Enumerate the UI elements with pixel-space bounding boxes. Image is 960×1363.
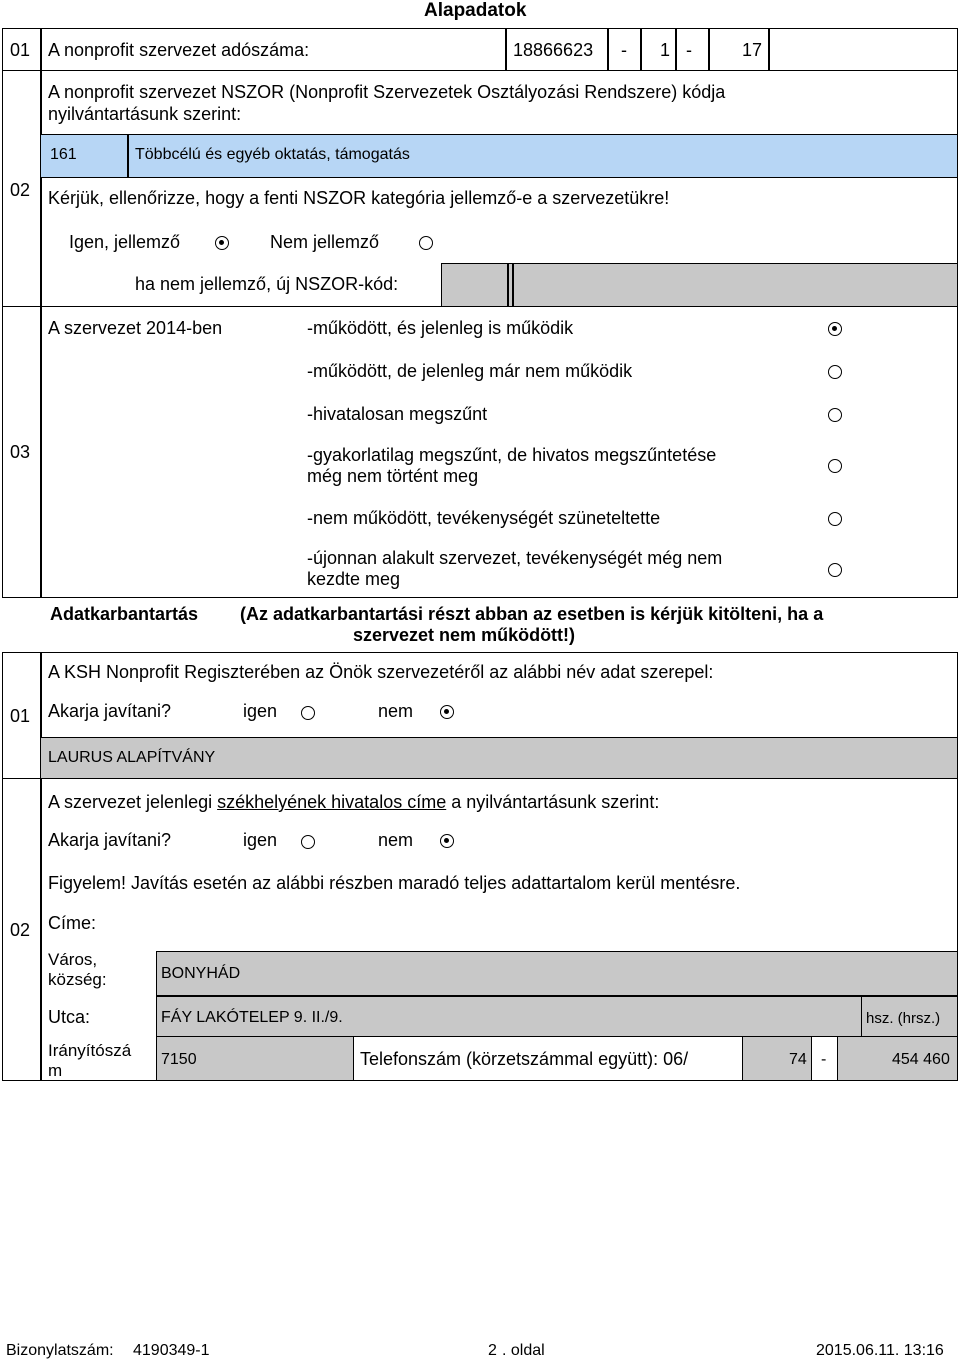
status-option-radio[interactable] — [828, 563, 842, 577]
status-option-label: -újonnan alakult szervezet, tevékenységét még nem — [307, 548, 723, 568]
address-correct-no-radio[interactable] — [440, 834, 454, 848]
zip-value: 7150 — [161, 1051, 197, 1068]
address-correct-yes-radio[interactable] — [301, 835, 315, 849]
row-number: 01 — [10, 40, 31, 60]
correct-question: Akarja javítani? — [48, 701, 172, 721]
street-label: Utca: — [48, 1007, 91, 1027]
not-typical-radio[interactable] — [419, 236, 433, 250]
house-number-label: hsz. (hrsz.) — [866, 1010, 941, 1027]
document-number: 4190349-1 — [133, 1342, 210, 1359]
page-label: . oldal — [502, 1342, 545, 1359]
street-value: FÁY LAKÓTELEP 9. II./9. — [161, 1009, 343, 1026]
status-option-label-cont: kezdte meg — [307, 569, 401, 589]
city-label-line2: község: — [48, 970, 107, 989]
yes-typical-radio[interactable] — [215, 236, 229, 250]
name-correct-no-radio[interactable] — [440, 705, 454, 719]
city-label-line1: Város, — [48, 950, 98, 969]
row-number: 02 — [10, 920, 31, 940]
phone-area-value: 74 — [789, 1051, 807, 1068]
status-option-label: -működött, és jelenleg is működik — [307, 318, 574, 338]
nszor-check-question: Kérjük, ellenőrizze, hogy a fenti NSZOR kategória jellemző-e a szervezetükre! — [48, 188, 670, 208]
status-option-radio[interactable] — [828, 408, 842, 422]
row-number: 02 — [10, 180, 31, 200]
nszor-text-line1: A nonprofit szervezet NSZOR (Nonprofit Szervezetek Osztályozási Rendszere) kódja — [48, 82, 726, 102]
correct-question: Akarja javítani? — [48, 830, 172, 850]
not-typical-label: Nem jellemző — [270, 232, 380, 252]
nszor-code: 161 — [50, 146, 77, 163]
tax-number-part1[interactable]: 18866623 — [513, 40, 594, 60]
status-option-radio[interactable] — [828, 459, 842, 473]
phone-label: Telefonszám (körzetszámmal együtt): 06/ — [360, 1049, 689, 1069]
status-option-label: -működött, de jelenleg már nem működik — [307, 361, 633, 381]
maintenance-note-line2: szervezet nem működött!) — [353, 625, 576, 645]
status-option-radio[interactable] — [828, 365, 842, 379]
status-option-radio[interactable] — [828, 322, 842, 336]
name-registry-text: A KSH Nonprofit Regiszterében az Önök szervezetéről az alábbi név adat szerepel: — [48, 662, 714, 682]
row-number: 01 — [10, 706, 31, 726]
print-datetime: 2015.06.11. 13:16 — [816, 1342, 944, 1359]
maintenance-title: Adatkarbantartás — [50, 604, 199, 624]
tax-number-part2[interactable]: 1 — [660, 40, 671, 60]
warning-text: Figyelem! Javítás esetén az alábbi részben maradó teljes adattartalom kerül mentésre. — [48, 873, 741, 893]
city-value: BONYHÁD — [161, 965, 241, 982]
new-nszor-code-input[interactable] — [441, 263, 958, 307]
new-nszor-code-label: ha nem jellemző, új NSZOR-kód: — [135, 274, 399, 294]
igen-label: igen — [243, 830, 278, 850]
phone-dash: - — [821, 1051, 827, 1068]
status-option-label: -nem működött, tevékenységét szüneteltette — [307, 508, 661, 528]
nem-label: nem — [378, 701, 414, 721]
status-option-label-cont: még nem történt meg — [307, 466, 479, 486]
address-text: A szervezet jelenlegi székhelyének hivatalos címe a nyilvántartásunk szerint: — [48, 792, 660, 812]
nem-label: nem — [378, 830, 414, 850]
zip-label-line1: Irányítószá — [48, 1041, 132, 1060]
zip-label-line2: m — [48, 1061, 63, 1080]
maintenance-note-line1: (Az adatkarbantartási részt abban az esetben is kérjük kitölteni, ha a — [240, 604, 824, 624]
phone-number-value: 454 460 — [892, 1051, 950, 1068]
organization-name-value: LAURUS ALAPÍTVÁNY — [48, 749, 216, 766]
status-intro: A szervezet 2014-ben — [48, 318, 223, 338]
igen-label: igen — [243, 701, 278, 721]
status-option-label: -gyakorlatilag megszűnt, de hivatos megszűntetése — [307, 445, 717, 465]
status-option-radio[interactable] — [828, 512, 842, 526]
tax-dash: - — [621, 40, 627, 60]
yes-typical-label: Igen, jellemző — [69, 232, 181, 252]
row-number: 03 — [10, 442, 31, 462]
tax-number-label: A nonprofit szervezet adószáma: — [48, 40, 310, 60]
document-number-label: Bizonylatszám: — [6, 1342, 114, 1359]
status-option-label: -hivatalosan megszűnt — [307, 404, 488, 424]
tax-number-part3[interactable]: 17 — [742, 40, 763, 60]
name-correct-yes-radio[interactable] — [301, 706, 315, 720]
page-number: 2 — [488, 1342, 497, 1359]
nszor-text-line2: nyilvántartásunk szerint: — [48, 104, 242, 124]
nszor-code-description: Többcélú és egyéb oktatás, támogatás — [135, 146, 410, 163]
page-title: Alapadatok — [424, 0, 527, 21]
address-label: Címe: — [48, 913, 97, 933]
tax-dash: - — [686, 40, 692, 60]
city-field[interactable] — [156, 951, 958, 996]
